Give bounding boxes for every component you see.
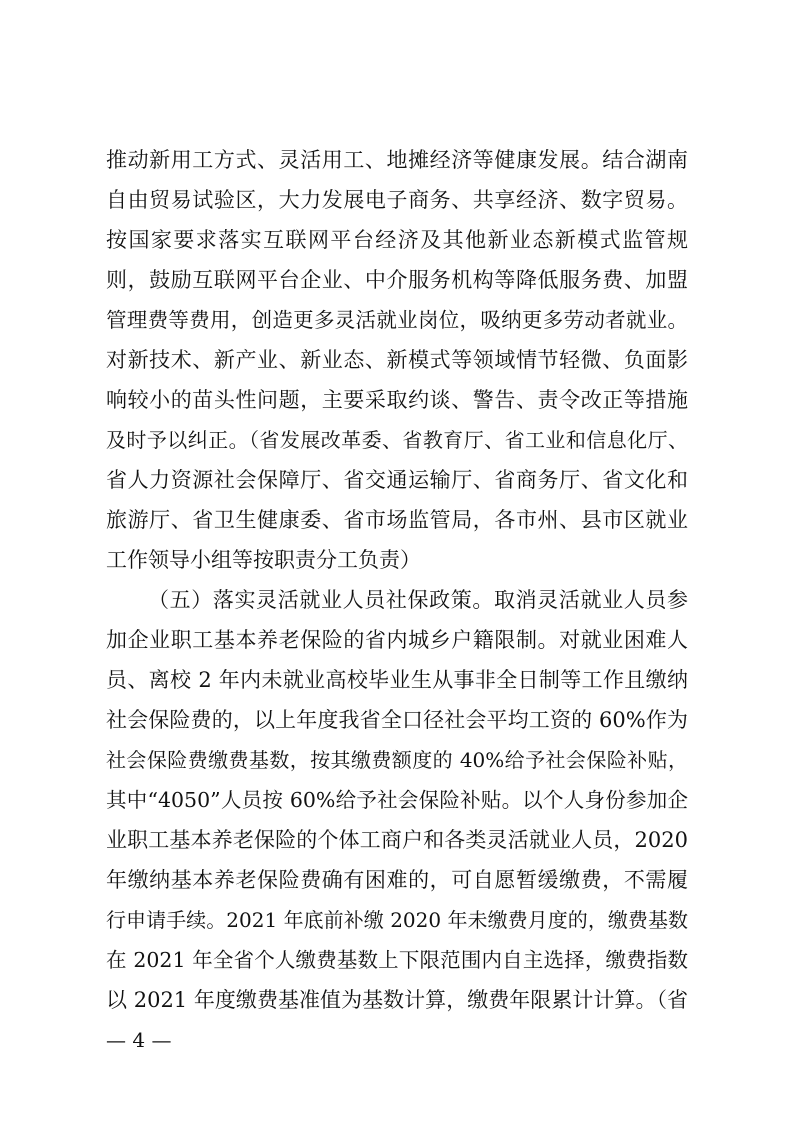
text-line: 响较小的苗头性问题，主要采取约谈、警告、责令改正等措施 [106,388,688,412]
text-line: 旅游厅、省卫生健康委、省市场监管局，各市州、县市区就业 [106,508,688,532]
text-line: 对新技术、新产业、新业态、新模式等领域情节轻微、负面影 [106,348,688,372]
text-line: 及时予以纠正。（省发展改革委、省教育厅、省工业和信息化厅、 [106,428,688,452]
text-line: 加企业职工基本养老保险的省内城乡户籍限制。对就业困难人 [106,628,688,652]
text-line: 其中“4050”人员按 60%给予社会保险补贴。以个人身份参加企 [106,788,688,812]
text-line: 行申请手续。2021 年底前补缴 2020 年未缴费月度的，缴费基数 [106,908,688,932]
text-line: 以 2021 年度缴费基准值为基数计算，缴费年限累计计算。（省 [106,988,688,1012]
text-line: 推动新用工方式、灵活用工、地摊经济等健康发展。结合湖南 [106,148,688,172]
text-line: 工作领导小组等按职责分工负责） [106,548,421,572]
text-line: 则，鼓励互联网平台企业、中介服务机构等降低服务费、加盟 [106,268,688,292]
text-line: 管理费等费用，创造更多灵活就业岗位，吸纳更多劳动者就业。 [106,308,688,332]
text-line: 自由贸易试验区，大力发展电子商务、共享经济、数字贸易。 [106,188,688,212]
text-line: 业职工基本养老保险的个体工商户和各类灵活就业人员，2020 [106,828,688,852]
paragraph-heading-line: （五）落实灵活就业人员社保政策。取消灵活就业人员参 [148,588,688,612]
text-line: 省人力资源社会保障厅、省交通运输厅、省商务厅、省文化和 [106,468,688,492]
text-line: 社会保险费的，以上年度我省全口径社会平均工资的 60%作为 [106,708,688,732]
text-line: 在 2021 年全省个人缴费基数上下限范围内自主选择，缴费指数 [106,948,688,972]
text-line: 按国家要求落实互联网平台经济及其他新业态新模式监管规 [106,228,688,252]
text-line: 社会保险费缴费基数，按其缴费额度的 40%给予社会保险补贴， [106,748,688,772]
page-number: — 4 — [106,1028,172,1052]
text-line: 年缴纳基本养老保险费确有困难的，可自愿暂缓缴费，不需履 [106,868,688,892]
body-text [106,140,688,1020]
text-line: 员、离校 2 年内未就业高校毕业生从事非全日制等工作且缴纳 [106,668,688,692]
